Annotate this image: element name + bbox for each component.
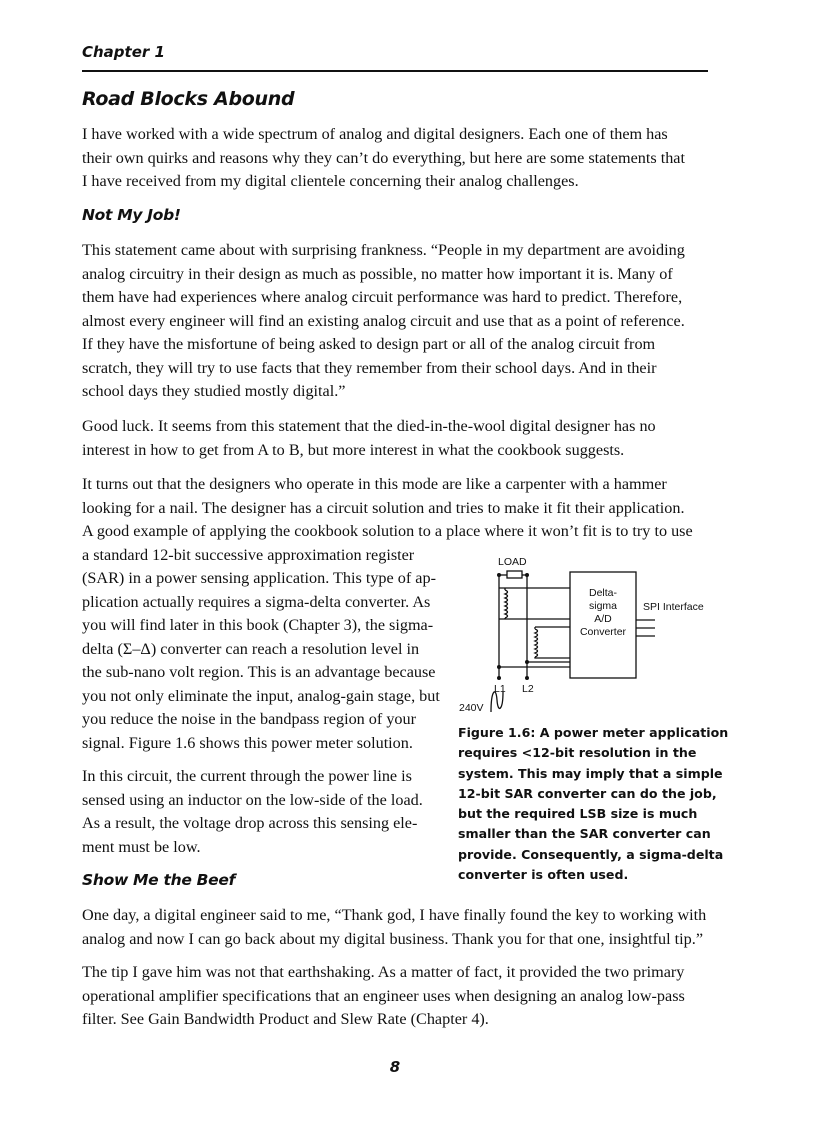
text-line: I have received from my digital clientele concerning their analog challenges. — [82, 172, 579, 190]
text-line: Figure 1.6: A power meter application — [458, 725, 729, 740]
paragraph — [82, 415, 656, 462]
load-resistor — [507, 571, 522, 578]
text-line: plication actually requires a sigma-delta converter. As — [82, 592, 431, 611]
text-line: you reduce the noise in the bandpass region of your — [82, 710, 417, 728]
text-line: you not only eliminate the input, analog-gain stage, but — [82, 686, 440, 705]
text-line: scratch, they will try to use facts that they remember from their school days. And in their — [82, 358, 657, 377]
paragraph — [82, 904, 706, 951]
text-line: The tip I gave him was not that earthshaking. As a matter of fact, it provided the two primary — [82, 963, 685, 981]
running-header: Chapter 1 — [82, 43, 165, 61]
spi-label: SPI Interface — [643, 601, 704, 613]
text-line: you will find later in this book (Chapter 3), the sigma- — [82, 616, 434, 634]
adc-label: sigma — [588, 600, 618, 612]
inductor-1-icon — [499, 588, 570, 619]
subheading-not-my-job: Not My Job! — [82, 206, 181, 224]
paragraph — [82, 123, 685, 194]
paragraph — [82, 961, 685, 1032]
text-line: One day, a digital engineer said to me, “Thank god, I have finally found the key to working with — [82, 906, 707, 924]
adc-label: Converter — [579, 626, 627, 638]
text-line: In this circuit, the current through the power line is — [82, 767, 412, 785]
section-title: Road Blocks Abound — [82, 88, 295, 110]
text-line: Good luck. It seems from this statement that the died-in-the-wool digital designer has no — [82, 417, 656, 435]
paragraph — [82, 765, 423, 859]
text-line: A good example of applying the cookbook solution to a place where it won’t fit is to try to use — [82, 522, 693, 540]
text-line: smaller than the SAR converter can — [458, 826, 711, 842]
l2-label: L2 — [522, 683, 534, 695]
text-line: but the required LSB size is much — [458, 806, 698, 822]
text-line: requires <12-bit resolution in the — [458, 745, 697, 761]
text-line: delta (Σ–Δ) converter can reach a resolution level in — [82, 639, 420, 658]
text-line: If they have the misfortune of being asked to design part or all of the analog circuit from — [82, 335, 656, 353]
text-line: As a result, the voltage drop across this sensing ele- — [82, 814, 418, 832]
paragraph — [82, 239, 685, 404]
l1-label: L1 — [494, 683, 506, 695]
text-line: analog circuitry in their design as much as possible, no matter how important it is. Many of — [82, 264, 673, 283]
text-line: them have had experiences where analog circuit performance was hard to predict. Therefore, — [82, 288, 683, 306]
text-line: their own quirks and reasons why they can’t do everything, but here are some statements that — [82, 148, 685, 167]
text-line: I have worked with a wide spectrum of analog and digital designers. Each one of them has — [82, 125, 668, 143]
text-line: school days they studied mostly digital.” — [82, 382, 346, 400]
load-label: LOAD — [498, 556, 527, 568]
text-line: ment must be low. — [82, 837, 201, 856]
text-line: 12-bit SAR converter can do the job, — [458, 785, 717, 801]
text-line: interest in how to get from A to B, but more interest in what the cookbook suggests. — [82, 440, 625, 459]
power-meter-circuit-diagram — [455, 550, 715, 720]
text-line: (SAR) in a power sensing application. This type of ap- — [82, 569, 436, 587]
text-line: analog and now I can go back about my digital business. Thank you for that one, insightful tip.” — [82, 929, 703, 948]
text-line: signal. Figure 1.6 shows this power meter solution. — [82, 733, 413, 752]
header-rule — [82, 70, 708, 72]
text-line: system. This may imply that a simple — [458, 765, 723, 781]
adc-label: Delta- — [588, 587, 618, 599]
figure-caption — [458, 723, 728, 885]
text-line: a standard 12-bit successive approximation register — [82, 545, 415, 564]
text-line: the sub-nano volt region. This is an advantage because — [82, 663, 436, 681]
page-number: 8 — [389, 1058, 401, 1076]
text-line: This statement came about with surprising frankness. “People in my department are avoiding — [82, 241, 685, 259]
text-line: converter is often used. — [458, 867, 629, 883]
text-line: almost every engineer will find an existing analog circuit and use that as a point of reference. — [82, 311, 685, 330]
inductor-2-icon — [535, 627, 570, 658]
text-line: It turns out that the designers who operate in this mode are like a carpenter with a hammer — [82, 475, 667, 493]
text-line: sensed using an inductor on the low-side of the load. — [82, 790, 423, 809]
voltage-label: 240V — [459, 702, 484, 714]
text-line: looking for a nail. The designer has a circuit solution and tries to make it fit their application. — [82, 498, 685, 517]
text-line: operational amplifier specifications that an engineer uses when designing an analog low-pass — [82, 986, 685, 1005]
text-line: provide. Consequently, a sigma-delta — [458, 846, 724, 862]
subheading-show-me-the-beef: Show Me the Beef — [82, 871, 236, 889]
text-line: filter. See Gain Bandwidth Product and Slew Rate (Chapter 4). — [82, 1010, 489, 1028]
adc-label: A/D — [594, 613, 612, 625]
